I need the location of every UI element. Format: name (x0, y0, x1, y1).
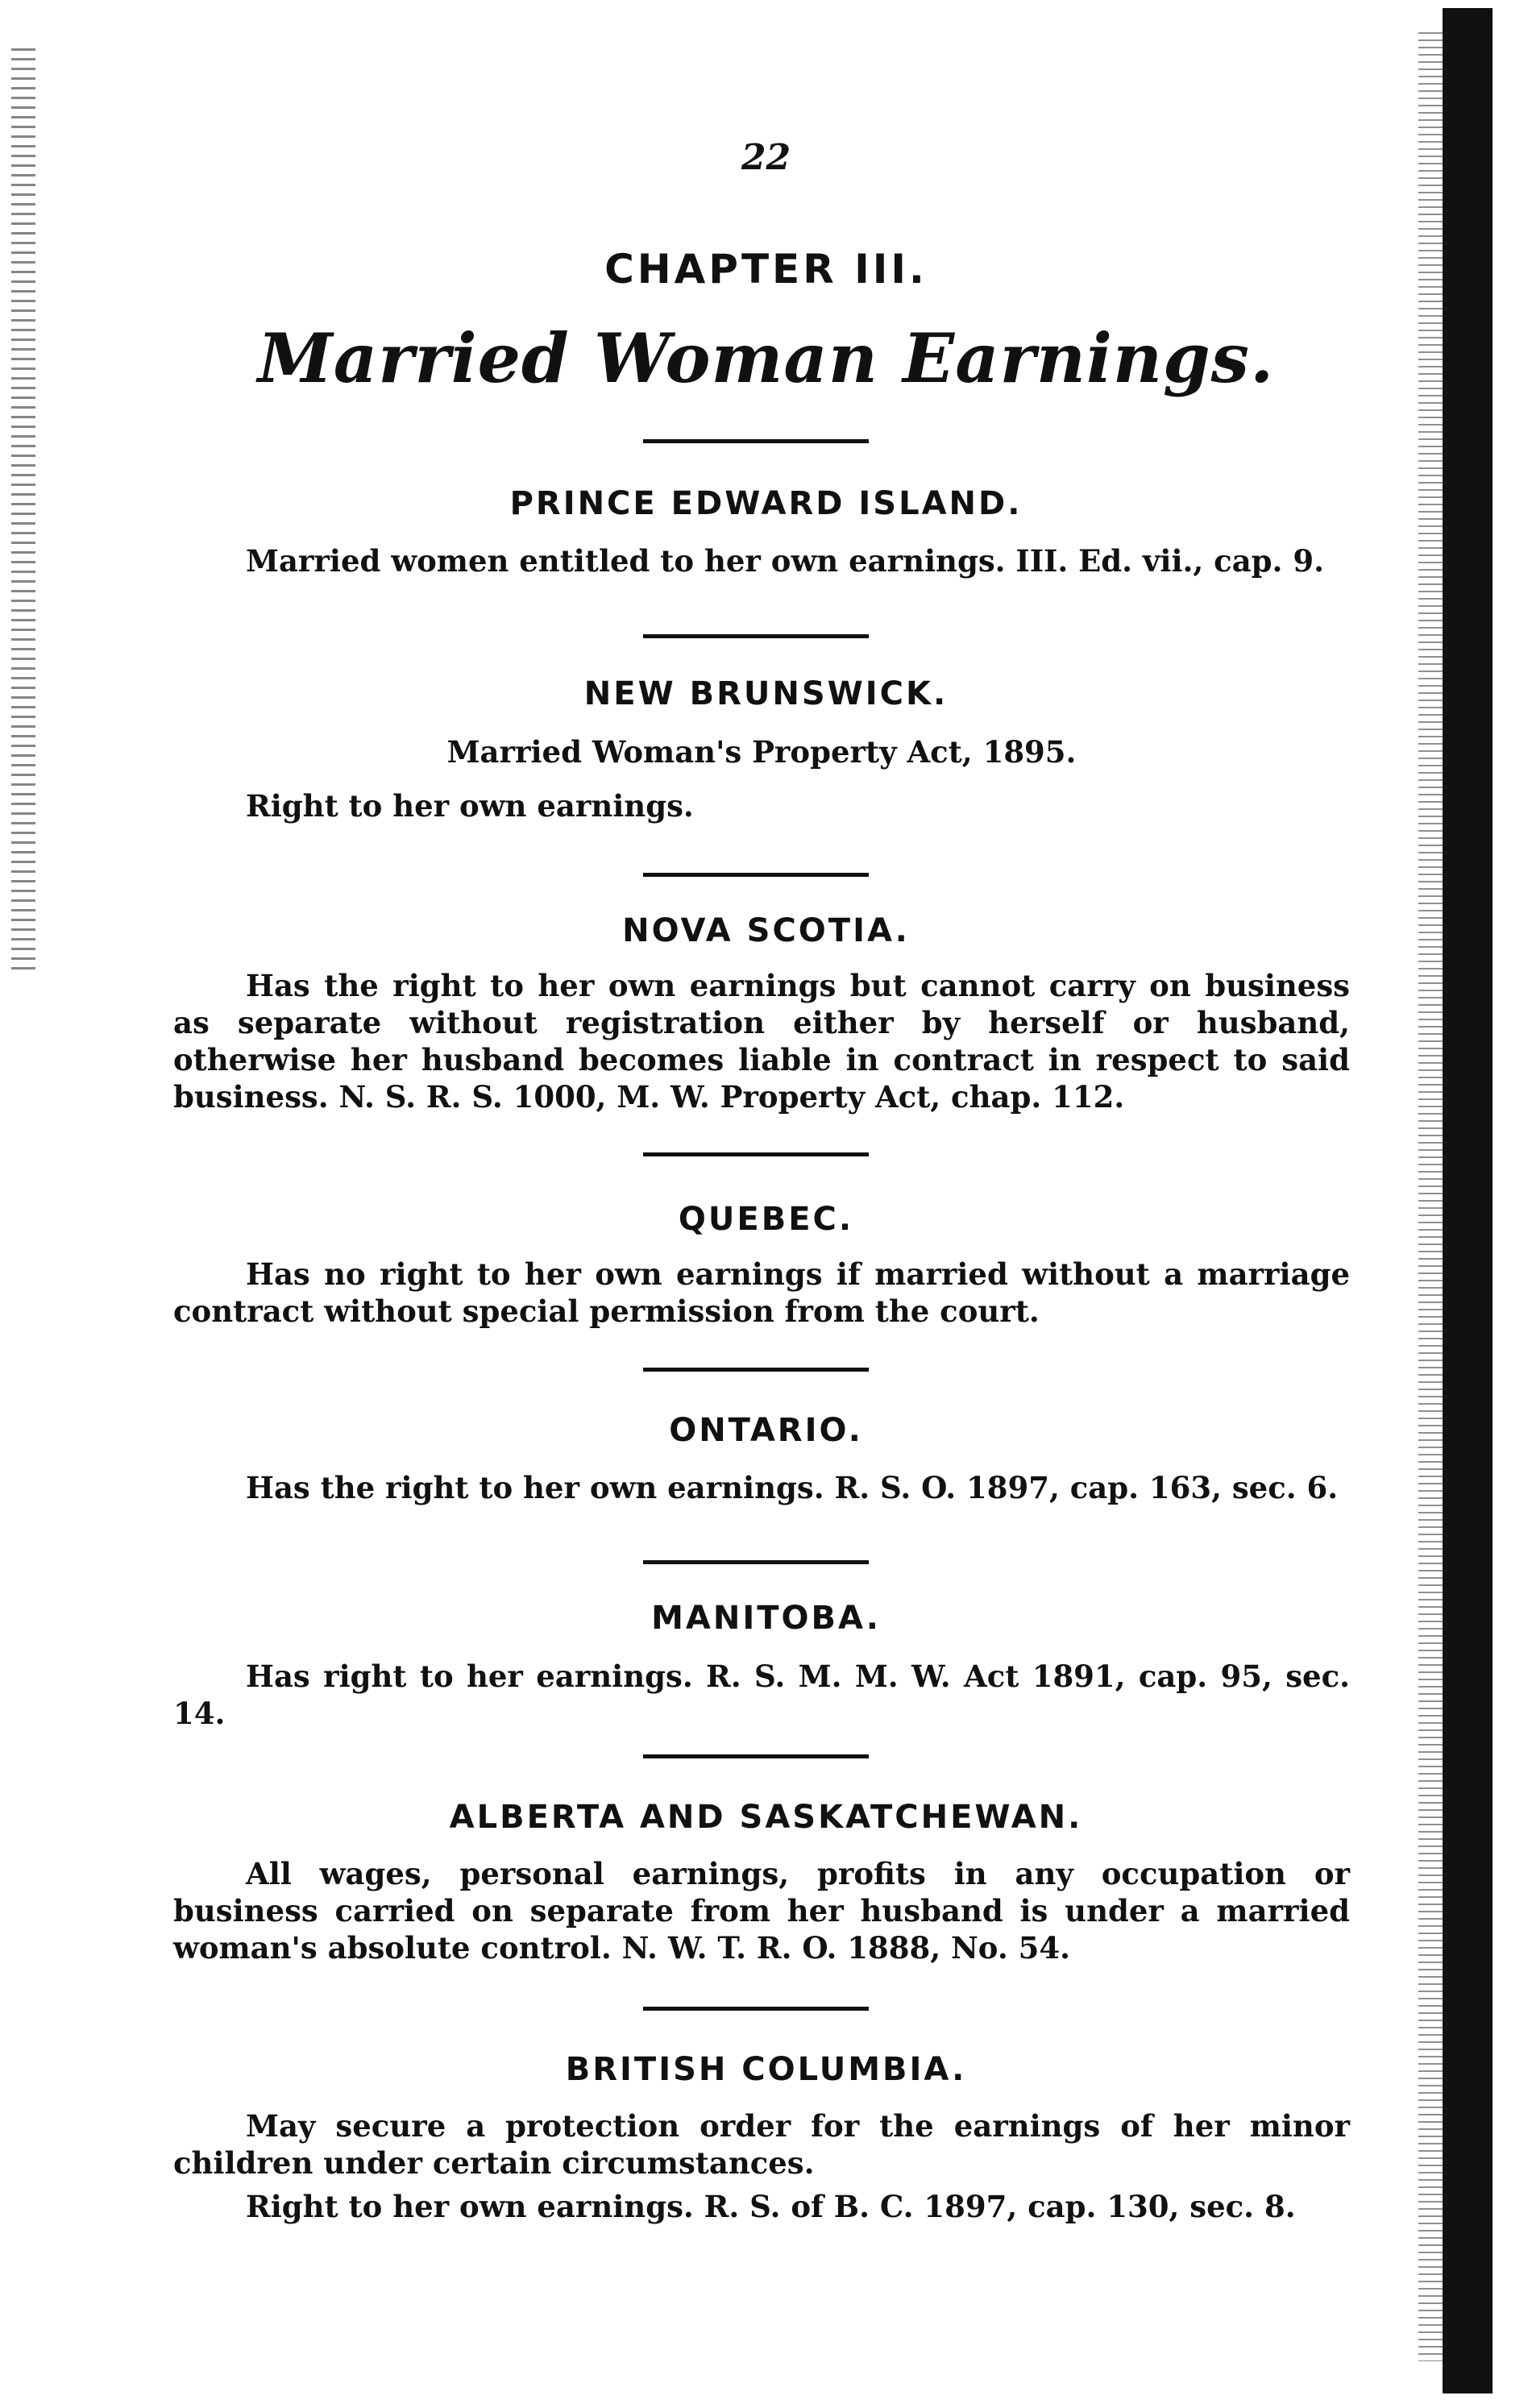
section-divider (643, 1754, 869, 1758)
section-text-prince-edward-island: Married women entitled to her own earnings. III. Ed. vii., cap. 9. (246, 543, 1324, 579)
section-divider (643, 439, 869, 443)
section-heading-nova-scotia: NOVA SCOTIA. (622, 912, 910, 949)
section-text-manitoba: Has right to her earnings. R. S. M. M. W. Act 1891, cap. 95, sec. 14. (173, 1659, 1350, 1731)
section-heading-british-columbia: BRITISH COLUMBIA. (565, 2051, 967, 2088)
section-heading-new-brunswick: NEW BRUNSWICK. (583, 675, 949, 712)
page-title: Married Woman Earnings. (257, 318, 1275, 398)
section-heading-alberta-saskatchewan: ALBERTA AND SASKATCHEWAN. (449, 1799, 1083, 1836)
section-text-ontario: Has the right to her own earnings. R. S. O. 1897, cap. 163, sec. 6. (246, 1470, 1339, 1505)
section-text-british-columbia-2: Right to her own earnings. R. S. of B. C. 1897, cap. 130, sec. 8. (246, 2189, 1296, 2224)
section-divider (643, 1368, 869, 1372)
section-subtitle-new-brunswick: Married Woman's Property Act, 1895. (446, 734, 1077, 770)
section-heading-prince-edward-island: PRINCE EDWARD ISLAND. (509, 485, 1023, 522)
page-number: 22 (741, 137, 791, 178)
section-heading-ontario: ONTARIO. (669, 1412, 863, 1449)
section-divider (643, 2007, 869, 2011)
section-text-alberta-saskatchewan: All wages, personal earnings, profits in any occupation or business carried on separate from her husband is under a married woman's absolute control. N. W. T. R. O. 1888, No. 54. (173, 1856, 1350, 1966)
section-divider (643, 873, 869, 877)
section-heading-quebec: QUEBEC. (678, 1201, 854, 1238)
chapter-heading: CHAPTER III. (604, 246, 928, 293)
section-divider (643, 634, 869, 638)
section-text-british-columbia-1: May secure a protection order for the earnings of her minor children under certain circumstances. (173, 2108, 1350, 2181)
section-text-new-brunswick: Right to her own earnings. (246, 788, 694, 824)
section-divider (643, 1152, 869, 1156)
section-text-nova-scotia: Has the right to her own earnings but cannot carry on business as separate without registration either by herself or husband, otherwise her husband becomes liable in contract in respect to said business. N. S. R. S. 1000, M. W. Property Act, chap. 112. (173, 968, 1350, 1115)
section-heading-manitoba: MANITOBA. (651, 1600, 881, 1637)
section-text-quebec: Has no right to her own earnings if married without a marriage contract without special permission from the court. (173, 1256, 1350, 1329)
section-divider (643, 1560, 869, 1564)
